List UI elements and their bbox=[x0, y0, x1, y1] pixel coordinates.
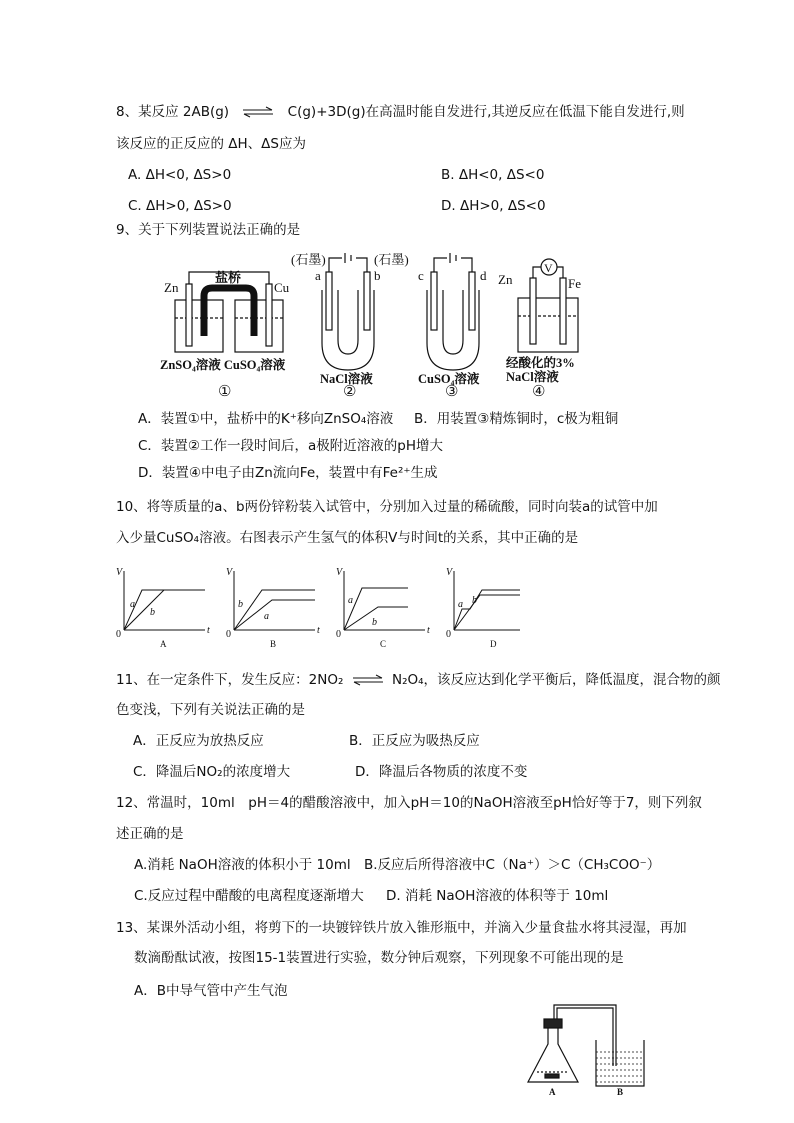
graph-c-series-a: a bbox=[348, 595, 353, 606]
fig-caption-4b: NaCl溶液 bbox=[506, 370, 559, 384]
q11-option-c: C．降温后NO₂的浓度增大 bbox=[133, 764, 291, 780]
q11-line1 bbox=[116, 670, 721, 690]
q11-option-b: B．正反应为吸热反应 bbox=[349, 733, 480, 749]
q8-line1 bbox=[116, 102, 685, 122]
fig-label-flask-a: A bbox=[549, 1087, 556, 1097]
graph-b-series-a: a bbox=[264, 611, 269, 622]
graph-b-origin: 0 bbox=[226, 629, 231, 640]
q12-line2: 述正确的是 bbox=[116, 826, 184, 842]
graph-a-t-label: t bbox=[207, 625, 210, 636]
q9-option-d: D．装置④中电子由Zn流向Fe，装置中有Fe²⁺生成 bbox=[138, 465, 438, 481]
q8-option-c: C. ΔH>0, ΔS>0 bbox=[128, 198, 232, 214]
q8-option-b: B. ΔH<0, ΔS<0 bbox=[441, 167, 545, 183]
fig-number-3: ③ bbox=[445, 384, 459, 398]
q13-apparatus-figure bbox=[520, 1000, 660, 1100]
graph-a-series-a: a bbox=[130, 599, 135, 610]
fig-label-graphite-left: (石墨) bbox=[291, 252, 326, 267]
q13-line2: 数滴酚酞试液，按图15-1装置进行实验，数分钟后观察，下列现象不可能出现的是 bbox=[134, 950, 624, 966]
q8-line1-part1: 8、某反应 2AB(g) bbox=[116, 104, 230, 120]
q10-line1: 10、将等质量的a、b两份锌粉装入试管中，分别加入过量的稀硫酸，同时向装a的试管中加 bbox=[116, 499, 658, 515]
q9-option-b: B．用装置③精炼铜时，c极为粗铜 bbox=[414, 411, 619, 427]
q11-line1-part2: N₂O₄，该反应达到化学平衡后，降低温度，混合物的颜 bbox=[392, 672, 721, 688]
fig-label-cu: Cu bbox=[274, 280, 290, 295]
q8-option-a: A. ΔH<0, ΔS>0 bbox=[128, 167, 232, 183]
q11-line2: 色变浅，下列有关说法正确的是 bbox=[116, 702, 305, 718]
graph-b-label: B bbox=[270, 639, 277, 649]
graph-a-series-b: b bbox=[150, 607, 155, 618]
fig-caption-2: NaCl溶液 bbox=[320, 372, 373, 386]
q9-stem: 9、关于下列装置说法正确的是 bbox=[116, 222, 301, 238]
q13-line1: 13、某课外活动小组，将剪下的一块镀锌铁片放入锥形瓶中，并滴入少量食盐水将其浸湿，再加 bbox=[116, 920, 687, 936]
fig-label-zn: Zn bbox=[164, 280, 179, 295]
q11-option-d: D．降温后各物质的浓度不变 bbox=[355, 764, 528, 780]
graph-d-v-label: V bbox=[446, 567, 453, 578]
graph-b-v-label: V bbox=[226, 567, 233, 578]
graph-c-series-b: b bbox=[372, 617, 377, 628]
fig-caption-1: ZnSO₄溶液 CuSO₄溶液 bbox=[160, 358, 286, 372]
q12-option-b: B.反应后所得溶液中C（Na⁺）＞C（CH₃COO⁻） bbox=[364, 857, 661, 873]
equilibrium-arrow-icon bbox=[351, 674, 385, 686]
q9-option-c: C．装置②工作一段时间后，a极附近溶液的pH增大 bbox=[138, 438, 444, 454]
q10-line2: 入少量CuSO₄溶液。右图表示产生氢气的体积V与时间t的关系，其中正确的是 bbox=[116, 530, 579, 546]
graph-b-t-label: t bbox=[317, 625, 320, 636]
fig-label-zn-4: Zn bbox=[498, 272, 513, 287]
q12-option-c: C.反应过程中醋酸的电离程度逐渐增大 bbox=[134, 888, 364, 904]
fig-label-beaker-b: B bbox=[617, 1087, 624, 1097]
fig-label-salt-bridge: 盐桥 bbox=[215, 270, 242, 285]
graph-a-v-label: V bbox=[116, 567, 123, 578]
equilibrium-arrow-icon bbox=[241, 106, 275, 118]
q12-option-a: A.消耗 NaOH溶液的体积小于 10ml bbox=[134, 857, 351, 873]
graph-b-series-b: b bbox=[238, 599, 243, 610]
q11-option-a: A．正反应为放热反应 bbox=[133, 733, 264, 749]
graph-d-label: D bbox=[490, 639, 497, 649]
graph-c-v-label: V bbox=[336, 567, 343, 578]
q13-option-a: A．B中导气管中产生气泡 bbox=[134, 983, 288, 999]
fig-label-d: d bbox=[480, 268, 487, 283]
fig-label-a: a bbox=[315, 268, 321, 283]
fig-caption-3: CuSO₄溶液 bbox=[418, 372, 480, 386]
graph-a-label: A bbox=[160, 639, 167, 649]
graph-a-origin: 0 bbox=[116, 629, 121, 640]
graph-d-series-a: a bbox=[458, 599, 463, 610]
fig-label-c: c bbox=[418, 268, 424, 283]
graph-c-t-label: t bbox=[427, 625, 430, 636]
q11-line1-part1: 11、在一定条件下，发生反应：2NO₂ bbox=[116, 672, 344, 688]
fig-number-4: ④ bbox=[532, 384, 546, 398]
q9-apparatus-figure bbox=[160, 248, 600, 398]
q12-line1: 12、常温时，10ml pH＝4的醋酸溶液中，加入pH＝10的NaOH溶液至pH恰好等于7，则下列叙 bbox=[116, 795, 702, 811]
q8-line2: 该反应的正反应的 ΔH、ΔS应为 bbox=[116, 136, 306, 152]
q9-option-a: A．装置①中，盐桥中的K⁺移向ZnSO₄溶液 bbox=[138, 411, 394, 427]
fig-number-2: ② bbox=[343, 384, 357, 398]
q10-graphs-figure bbox=[110, 565, 520, 650]
fig-caption-4a: 经酸化的3% bbox=[506, 356, 575, 370]
fig-label-fe: Fe bbox=[568, 276, 581, 291]
q8-line1-part2: C(g)+3D(g)在高温时能自发进行,其逆反应在低温下能自发进行,则 bbox=[287, 104, 685, 120]
graph-c-origin: 0 bbox=[336, 629, 341, 640]
fig-label-b: b bbox=[374, 268, 381, 283]
q12-option-d: D. 消耗 NaOH溶液的体积等于 10ml bbox=[386, 888, 609, 904]
graph-d-origin: 0 bbox=[446, 629, 451, 640]
fig-label-graphite-right: (石墨) bbox=[374, 252, 409, 267]
graph-c-label: C bbox=[380, 639, 387, 649]
fig-number-1: ① bbox=[218, 384, 232, 398]
q8-option-d: D. ΔH>0, ΔS<0 bbox=[441, 198, 546, 214]
voltmeter-icon: V bbox=[544, 261, 553, 275]
graph-d-series-b: b bbox=[472, 595, 477, 606]
